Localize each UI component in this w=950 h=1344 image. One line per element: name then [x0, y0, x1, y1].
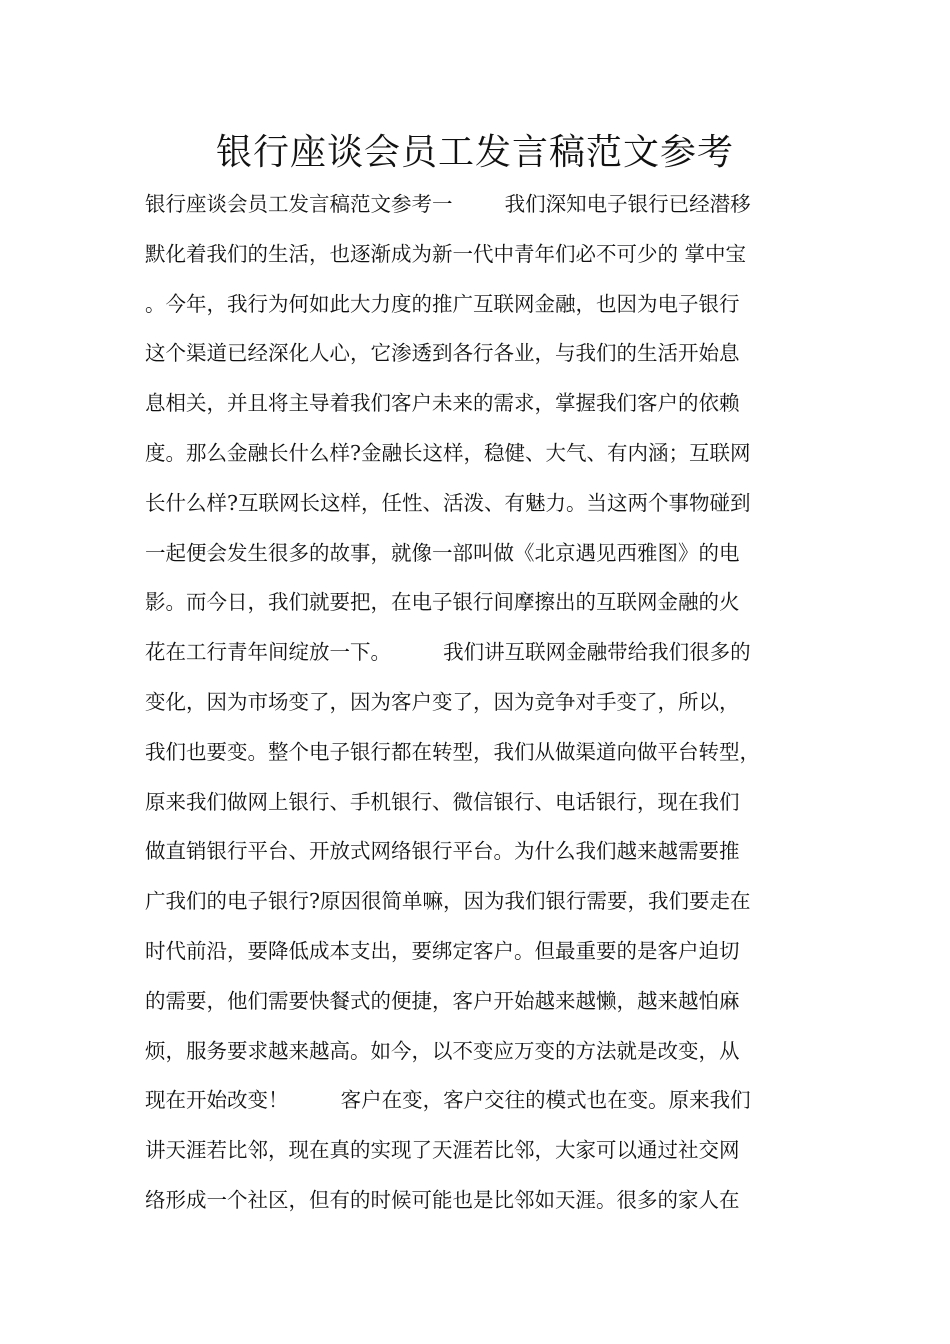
body-line: 长什么样?互联网长这样，任性、活泼、有魅力。当这两个事物碰到 [145, 490, 751, 515]
body-line: 默化着我们的生活，也逐渐成为新一代中青年们必不可少的 掌中宝 [145, 241, 747, 266]
body-line: 。今年，我行为何如此大力度的推广互联网金融，也因为电子银行 [145, 291, 740, 316]
body-line: 息相关，并且将主导着我们客户未来的需求，掌握我们客户的依赖 [145, 391, 740, 416]
body-line: 这个渠道已经深化人心，它渗透到各行各业，与我们的生活开始息 [145, 341, 740, 366]
body-line: 烦，服务要求越来越高。如今，以不变应万变的方法就是改变，从 [145, 1038, 740, 1063]
body-line: 影。而今日，我们就要把，在电子银行间摩擦出的互联网金融的火 [145, 590, 740, 615]
body-line: 花在工行青年间绽放一下。 我们讲互联网金融带给我们很多的 [145, 640, 751, 665]
body-line: 讲天涯若比邻，现在真的实现了天涯若比邻，大家可以通过社交网 [145, 1138, 740, 1163]
body-line: 一起便会发生很多的故事，就像一部叫做《北京遇见西雅图》的电 [145, 540, 740, 565]
body-line: 我们也要变。整个电子银行都在转型，我们从做渠道向做平台转型， [145, 739, 760, 764]
document-body [145, 180, 845, 1226]
body-line: 时代前沿，要降低成本支出，要绑定客户。但最重要的是客户迫切 [145, 938, 740, 963]
body-line: 现在开始改变！ 客户在变，客户交往的模式也在变。原来我们 [145, 1088, 751, 1113]
document-title: 银行座谈会员工发言稿范文参考 [215, 132, 734, 173]
body-line: 度。那么金融长什么样?金融长这样，稳健、大气、有内涵；互联网 [145, 440, 751, 465]
body-line: 的需要，他们需要快餐式的便捷，客户开始越来越懒，越来越怕麻 [145, 988, 740, 1013]
body-line: 变化，因为市场变了，因为客户变了，因为竞争对手变了，所以， [145, 689, 740, 714]
body-line: 络形成一个社区，但有的时候可能也是比邻如天涯。很多的家人在 [145, 1187, 740, 1212]
body-line: 银行座谈会员工发言稿范文参考一 我们深知电子银行已经潜移 [145, 192, 751, 216]
body-line: 做直销银行平台、开放式网络银行平台。为什么我们越来越需要推 [145, 839, 740, 864]
body-line: 原来我们做网上银行、手机银行、微信银行、电话银行，现在我们 [145, 789, 740, 814]
body-line: 广我们的电子银行?原因很简单嘛，因为我们银行需要，我们要走在 [145, 889, 751, 914]
